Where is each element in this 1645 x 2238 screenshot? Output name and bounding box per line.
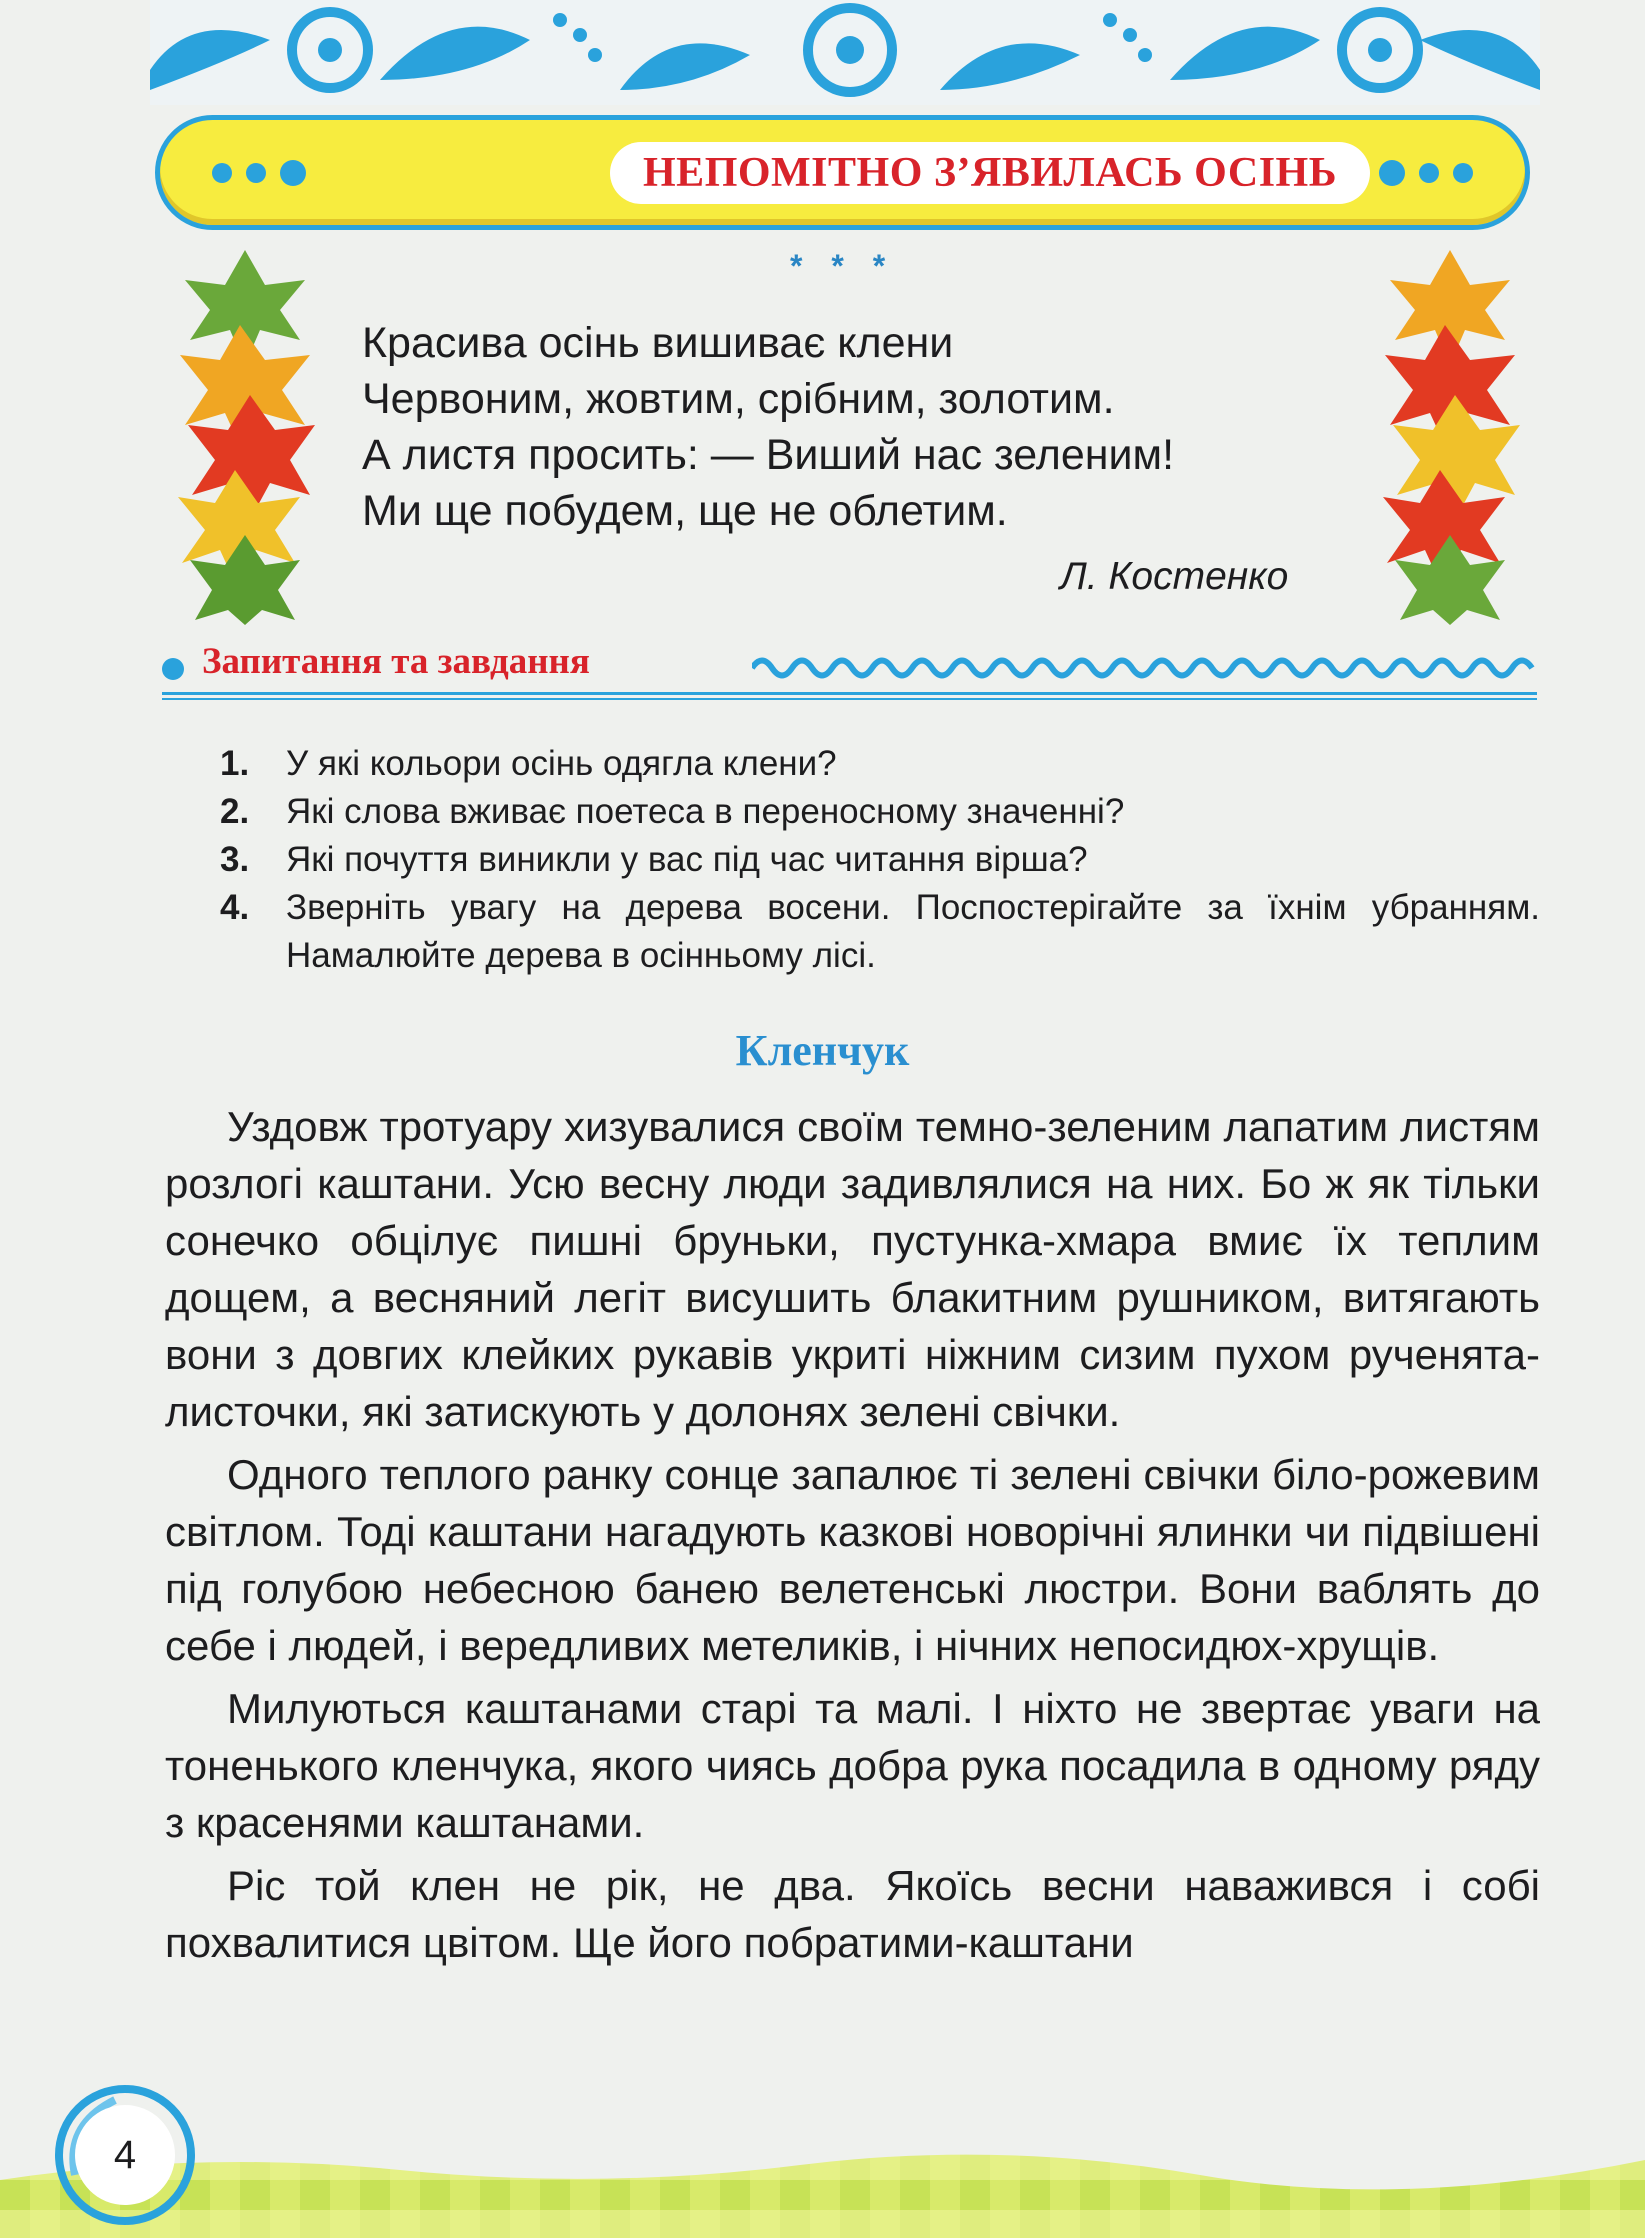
page-number-badge bbox=[55, 2085, 195, 2225]
task-text: У які кольори осінь одягла клени? bbox=[286, 744, 837, 783]
task-text: Які почуття виникли у вас під час читання вірша? bbox=[286, 840, 1088, 879]
wave-ornament bbox=[752, 648, 1537, 688]
story-paragraph: Ріс той клен не рік, не два. Якоїсь весни наважився і собі похвалитися цвітом. Ще його побратими-каштани bbox=[165, 1862, 1540, 1966]
task-number: 3. bbox=[220, 840, 250, 879]
bottom-plaid-band bbox=[0, 2150, 1645, 2238]
maple-leaves-right-illustration bbox=[1375, 245, 1525, 625]
task-item bbox=[220, 884, 1540, 980]
dot bbox=[1379, 160, 1405, 186]
story-paragraph: Одного теплого ранку сонце запалює ті зелені свічки біло-рожевим світлом. Тоді каштани нагадують казкові новорічні ялинки чи підвішені під голубою небесною банею велетенські люстри. Вони ваблять до себе і людей, і вередливих метеликів, і нічних непосидюх-хрущів. bbox=[165, 1451, 1540, 1669]
dot bbox=[212, 163, 232, 183]
folk-ornament-border bbox=[150, 0, 1540, 105]
task-number: 4. bbox=[220, 888, 250, 927]
task-item bbox=[220, 788, 1540, 836]
banner-dots-right bbox=[1379, 160, 1473, 186]
poem-line: Красива осінь вишиває клени bbox=[362, 319, 954, 367]
story-paragraph: Милуються каштанами старі та малі. І ніхто не звертає уваги на тоненького кленчука, якого чиясь добра рука посадила в одному ряду з красенями каштанами. bbox=[165, 1685, 1540, 1846]
poem-line: Червоним, жовтим, срібним, золотим. bbox=[362, 375, 1115, 423]
dot bbox=[280, 160, 306, 186]
page-number: 4 bbox=[75, 2105, 175, 2205]
poem-line: Ми ще побудем, ще не облетим. bbox=[362, 487, 1008, 535]
maple-leaves-left-illustration bbox=[170, 245, 320, 625]
task-item bbox=[220, 836, 1540, 884]
chapter-title: НЕПОМІТНО З’ЯВИЛАСЬ ОСІНЬ bbox=[610, 142, 1370, 204]
task-text: Зверніть увагу на дерева восени. Поспостерігайте за їхнім убранням. Намалюйте дерева в осінньому лісі. bbox=[286, 888, 1540, 975]
section-rule bbox=[162, 692, 1537, 695]
poem-line: А листя просить: — Виший нас зеленим! bbox=[362, 431, 1175, 479]
dot bbox=[1419, 163, 1439, 183]
task-item bbox=[220, 740, 1540, 788]
tasks-section-title: Запитання та завдання bbox=[202, 641, 590, 682]
dot bbox=[1453, 163, 1473, 183]
chapter-banner bbox=[155, 115, 1530, 230]
story-body bbox=[165, 1098, 1540, 1977]
bullet-icon bbox=[162, 658, 184, 680]
story-paragraph: Уздовж тротуару хизувалися своїм темно-зеленим лапатим листям розлогі каштани. Усю весну люди задивлялися на них. Бо ж як тільки сонечко обцілує пишні бруньки, пустунка-хмара вмиє їх теплим дощем, а весняний легіт висушить блакитним рушником, витягають вони з довгих клейких рукавів укриті ніжним сизим пухом рученята-листочки, які затискують у долонях зелені свічки. bbox=[165, 1103, 1540, 1435]
poem-author: Л. Костенко bbox=[1060, 555, 1289, 598]
task-number: 2. bbox=[220, 792, 250, 831]
dot bbox=[246, 163, 266, 183]
tasks-list bbox=[220, 740, 1540, 980]
task-text: Які слова вживає поетеса в переносному значенні? bbox=[286, 792, 1125, 831]
section-rule bbox=[162, 698, 1537, 700]
story-title: Кленчук bbox=[735, 1026, 910, 1075]
poem-asterisks: * * * bbox=[790, 248, 896, 284]
task-number: 1. bbox=[220, 744, 250, 783]
banner-dots-left bbox=[212, 160, 306, 186]
tasks-section-header bbox=[162, 640, 1537, 700]
poem bbox=[362, 315, 1174, 539]
